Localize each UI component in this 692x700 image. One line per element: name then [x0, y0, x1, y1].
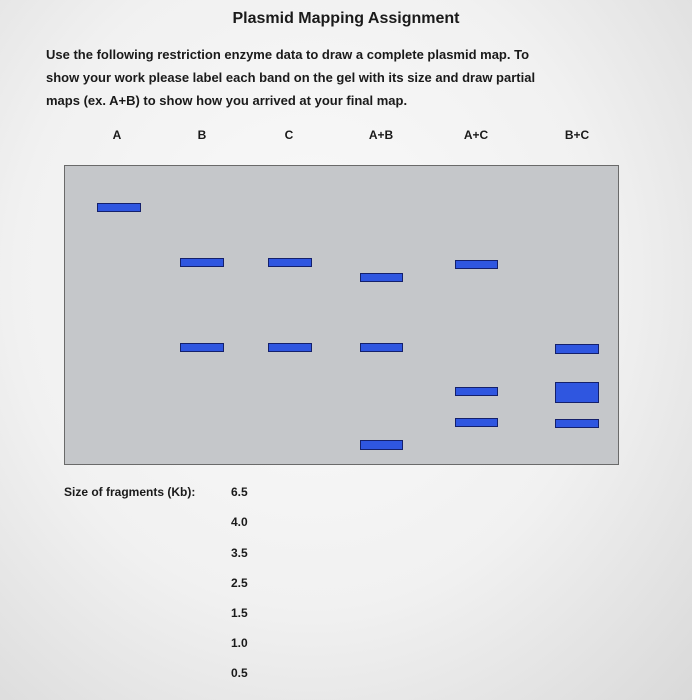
gel-band: [455, 260, 498, 269]
fragment-size: 1.5: [231, 606, 248, 620]
fragment-size: 6.5: [231, 485, 248, 499]
gel-band: [180, 258, 224, 267]
instructions-line-3: maps (ex. A+B) to show how you arrived at your final map.: [46, 93, 408, 108]
gel-band: [97, 203, 141, 212]
gel-band: [455, 387, 498, 396]
fragment-size: 1.0: [231, 636, 248, 650]
gel-band: [360, 440, 403, 450]
gel-band: [360, 343, 403, 352]
instructions-line-1: Use the following restriction enzyme data to draw a complete plasmid map. To: [46, 47, 530, 62]
instructions-line-2: show your work please label each band on the gel with its size and draw partial: [46, 70, 536, 85]
lane-label-a-plus-c: A+C: [463, 128, 489, 142]
lane-label-b: B: [197, 128, 207, 142]
gel-band: [455, 418, 498, 427]
gel-band: [555, 382, 599, 403]
fragment-size: 4.0: [231, 515, 248, 529]
page-title: Plasmid Mapping Assignment: [232, 10, 460, 27]
fragment-size: 0.5: [231, 666, 248, 680]
gel-band: [555, 419, 599, 428]
instructions: [46, 43, 626, 112]
fragment-size: 2.5: [231, 576, 248, 590]
fragment-size-label: Size of fragments (Kb):: [64, 485, 196, 499]
fragment-size: 3.5: [231, 546, 248, 560]
lane-label-a-plus-b: A+B: [368, 128, 394, 142]
gel-band: [360, 273, 403, 282]
gel: [64, 165, 619, 465]
gel-band: [180, 343, 224, 352]
lane-label-b-plus-c: B+C: [564, 128, 590, 142]
gel-band: [268, 258, 312, 267]
gel-band: [268, 343, 312, 352]
lane-label-c: C: [284, 128, 294, 142]
lane-label-a: A: [112, 128, 122, 142]
gel-band: [555, 344, 599, 354]
